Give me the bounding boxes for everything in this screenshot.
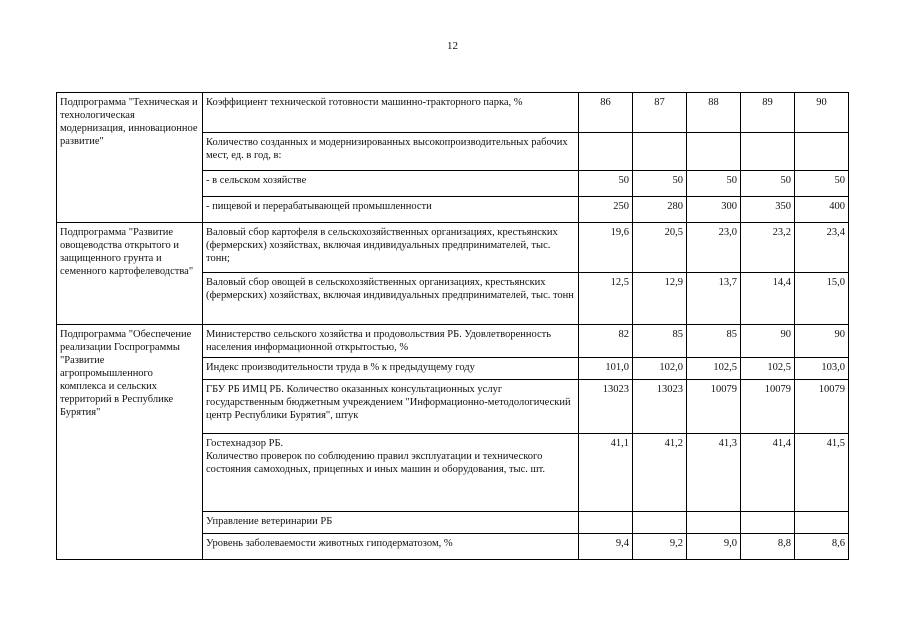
indicator-cell: Индекс производительности труда в % к предыдущему году: [203, 358, 579, 380]
value-cell: 13023: [579, 380, 633, 434]
value-cell: [633, 133, 687, 171]
value-cell: 41,4: [741, 434, 795, 512]
indicator-cell: - в сельском хозяйстве: [203, 171, 579, 197]
value-cell: 41,5: [795, 434, 849, 512]
value-cell: 19,6: [579, 223, 633, 273]
value-cell: 41,3: [687, 434, 741, 512]
value-cell: 9,4: [579, 534, 633, 560]
value-cell: [687, 512, 741, 534]
value-cell: [795, 512, 849, 534]
value-cell: 12,5: [579, 273, 633, 325]
value-cell: [633, 512, 687, 534]
value-cell: 85: [633, 325, 687, 358]
value-cell: 9,0: [687, 534, 741, 560]
value-cell: 50: [795, 171, 849, 197]
value-cell: 23,0: [687, 223, 741, 273]
program-name-cell: Подпрограмма "Развитие овощеводства открытого и защищенного грунта и семенного картофелеводства": [57, 223, 203, 325]
value-cell: 87: [633, 93, 687, 133]
value-cell: 15,0: [795, 273, 849, 325]
program-name-cell: Подпрограмма "Обеспечение реализации Госпрограммы "Развитие агропромышленного комплекса и сельских территорий в Республике Бурятия": [57, 325, 203, 560]
table-row: [57, 325, 849, 358]
value-cell: [741, 512, 795, 534]
value-cell: 102,5: [741, 358, 795, 380]
table-row: [57, 223, 849, 273]
value-cell: [579, 133, 633, 171]
indicator-cell: Валовый сбор овощей в сельскохозяйственных организациях, крестьянских (фермерских) хозяйствах, включая индивидуальных предпринимателей, тыс. тонн: [203, 273, 579, 325]
indicator-cell: Коэффициент технической готовности машинно-тракторного парка, %: [203, 93, 579, 133]
value-cell: 89: [741, 93, 795, 133]
indicator-cell: Уровень заболеваемости животных гиподерматозом, %: [203, 534, 579, 560]
value-cell: 10079: [741, 380, 795, 434]
value-cell: 10079: [687, 380, 741, 434]
value-cell: 400: [795, 197, 849, 223]
value-cell: 85: [687, 325, 741, 358]
page-number: 12: [447, 40, 458, 52]
value-cell: 300: [687, 197, 741, 223]
value-cell: 10079: [795, 380, 849, 434]
value-cell: 101,0: [579, 358, 633, 380]
value-cell: 50: [741, 171, 795, 197]
table-row: [57, 93, 849, 133]
value-cell: 350: [741, 197, 795, 223]
value-cell: 90: [741, 325, 795, 358]
value-cell: 102,0: [633, 358, 687, 380]
indicator-cell: Министерство сельского хозяйства и продовольствия РБ. Удовлетворенность населения информационной открытостью, %: [203, 325, 579, 358]
value-cell: [687, 133, 741, 171]
indicator-cell: Управление ветеринарии РБ: [203, 512, 579, 534]
value-cell: 13,7: [687, 273, 741, 325]
value-cell: 250: [579, 197, 633, 223]
indicator-cell: Валовый сбор картофеля в сельскохозяйственных организациях, крестьянских (фермерских) хозяйствах, включая индивидуальных предпринимателей, тыс. тонн;: [203, 223, 579, 273]
indicator-cell: ГБУ РБ ИМЦ РБ. Количество оказанных консультационных услуг государственным бюджетным учреждением "Информационно-методологический центр Республики Бурятия", штук: [203, 380, 579, 434]
value-cell: 102,5: [687, 358, 741, 380]
indicator-cell: - пищевой и перерабатывающей промышленности: [203, 197, 579, 223]
value-cell: 41,1: [579, 434, 633, 512]
value-cell: 90: [795, 93, 849, 133]
value-cell: 86: [579, 93, 633, 133]
value-cell: 8,8: [741, 534, 795, 560]
value-cell: [741, 133, 795, 171]
value-cell: 9,2: [633, 534, 687, 560]
value-cell: 23,4: [795, 223, 849, 273]
value-cell: 90: [795, 325, 849, 358]
value-cell: 13023: [633, 380, 687, 434]
program-name-cell: Подпрограмма "Техническая и технологическая модернизация, инновационное развитие": [57, 93, 203, 223]
value-cell: 50: [687, 171, 741, 197]
value-cell: [579, 512, 633, 534]
value-cell: [795, 133, 849, 171]
value-cell: 103,0: [795, 358, 849, 380]
value-cell: 82: [579, 325, 633, 358]
value-cell: 88: [687, 93, 741, 133]
value-cell: 50: [633, 171, 687, 197]
value-cell: 8,6: [795, 534, 849, 560]
indicator-cell: Гостехнадзор РБ. Количество проверок по соблюдению правил эксплуатации и технического состояния самоходных, прицепных и иных машин и оборудования, тыс. шт.: [203, 434, 579, 512]
value-cell: 12,9: [633, 273, 687, 325]
value-cell: 50: [579, 171, 633, 197]
indicator-cell: Количество созданных и модернизированных высокопроизводительных рабочих мест, ед. в год, в:: [203, 133, 579, 171]
indicators-table: [56, 92, 849, 560]
value-cell: 14,4: [741, 273, 795, 325]
value-cell: 41,2: [633, 434, 687, 512]
value-cell: 23,2: [741, 223, 795, 273]
value-cell: 20,5: [633, 223, 687, 273]
value-cell: 280: [633, 197, 687, 223]
